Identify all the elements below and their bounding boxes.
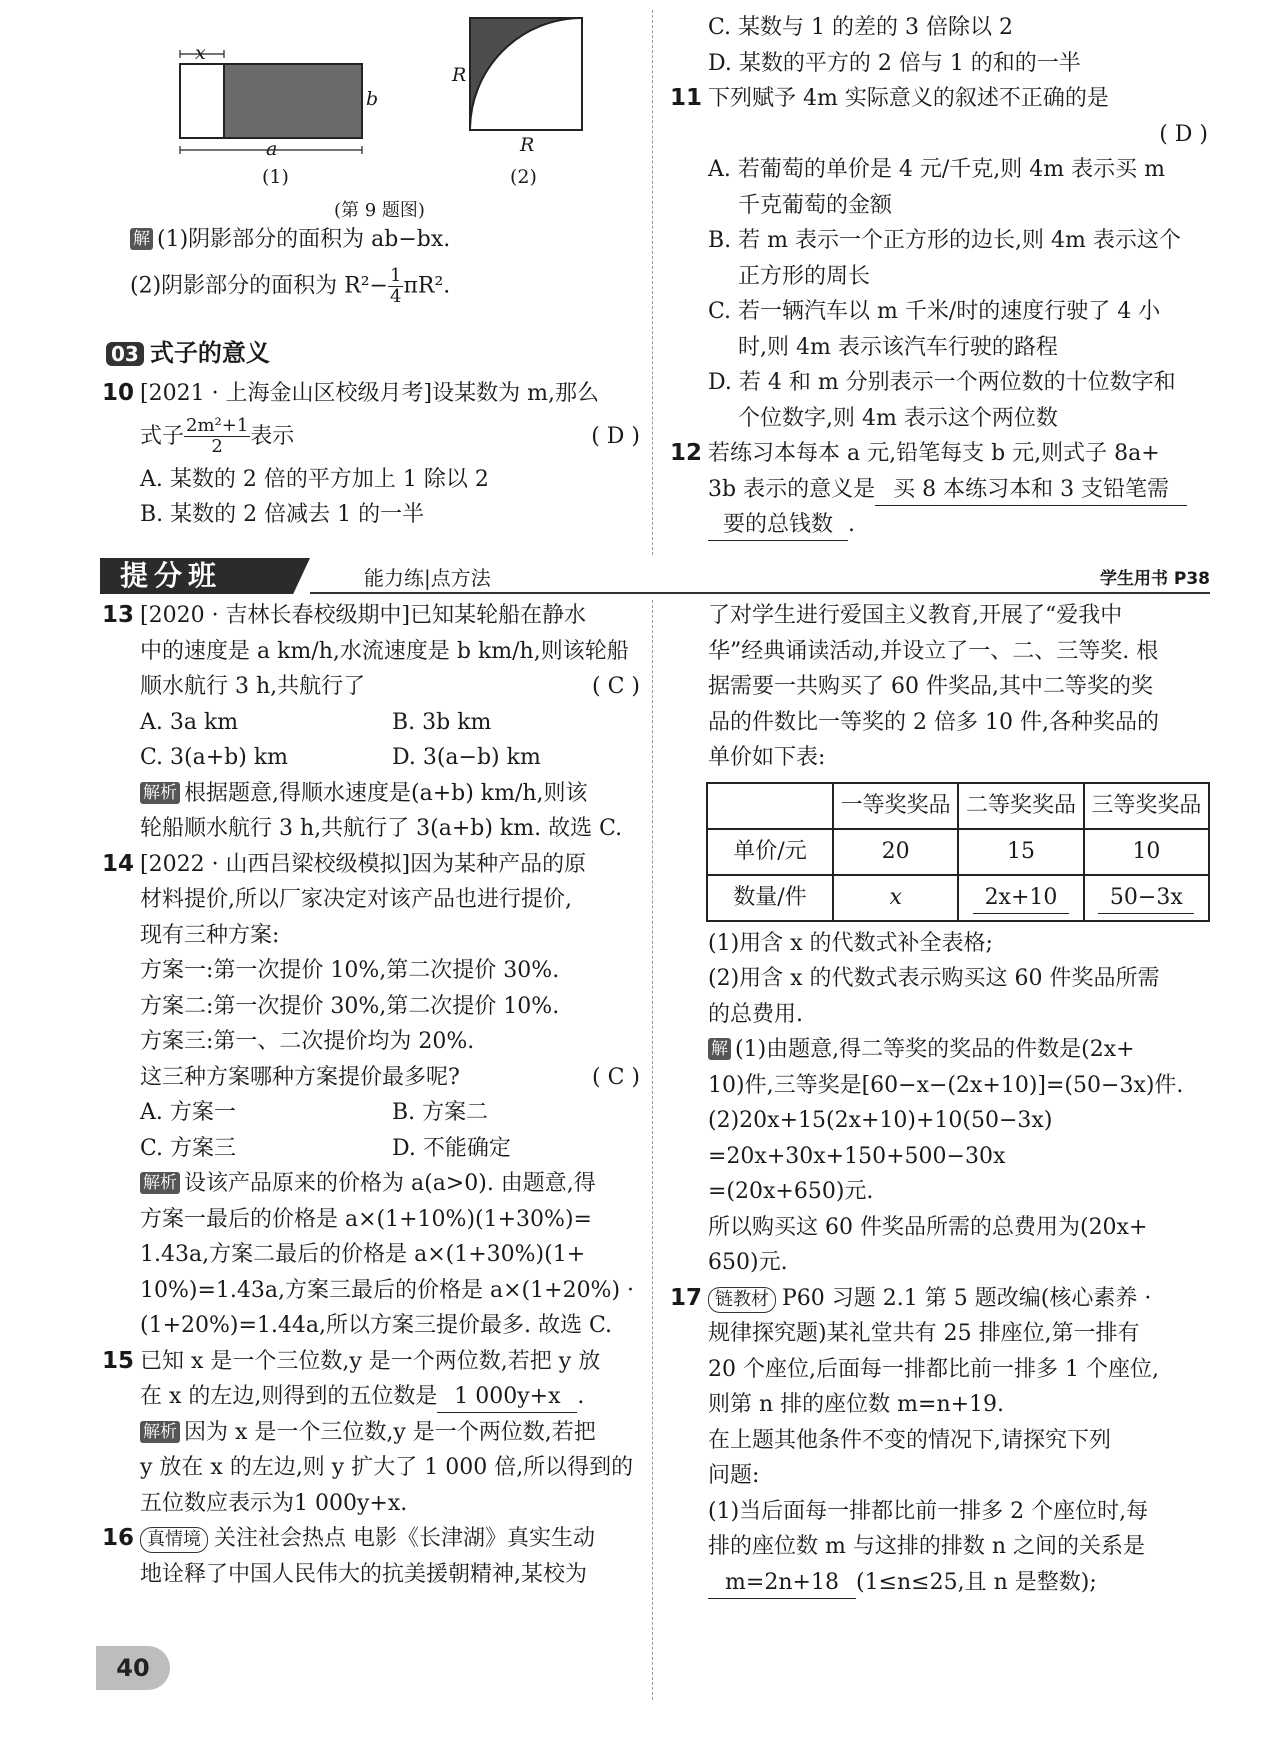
q10-post: 表示 (250, 423, 295, 449)
q16-stem4: 华”经典诵读活动,并设立了一、二、三等奖. 根 (708, 638, 1159, 664)
q17-stem4: 则第 n 排的座位数 m=n+19. (708, 1392, 1005, 1417)
q16-context-tag: 真情境 (140, 1527, 208, 1553)
q13-stem2: 中的速度是 a km/h,水流速度是 b km/h,则该轮船 (140, 638, 629, 664)
q11-number: 11 (670, 85, 703, 111)
prize-table (706, 782, 1210, 922)
q13-option-a: A. 3a km (140, 709, 239, 735)
label-x: x (195, 42, 206, 64)
q14-plan2: 方案二:第一次提价 30%,第二次提价 10%. (140, 993, 560, 1019)
q13-sol-text1: 根据题意,得顺水速度是(a+b) km/h,则该 (184, 780, 588, 806)
q9-sol-line2 (100, 266, 640, 307)
q14-sol-text4: 10%)=1.43a,方案三最后的价格是 a×(1+20%) · (140, 1277, 635, 1303)
q12-answer-blank-cont: 要的总钱数 (708, 510, 848, 541)
q14-number: 14 (102, 850, 135, 877)
q17-stem1: P60 习题 2.1 第 5 题改编(核心素养 · (782, 1285, 1152, 1311)
q15-sol-text1: 因为 x 是一个三位数,y 是一个两位数,若把 (184, 1419, 596, 1445)
q14-option-c: C. 方案三 (140, 1135, 237, 1161)
section-title: 式子的意义 (149, 339, 270, 367)
q16-line1 (102, 1521, 640, 1557)
q17-stem8: 排的座位数 m 与这排的排数 n 之间的关系是 (708, 1534, 1146, 1559)
right-bottom-column (670, 598, 1208, 1600)
solution-tag: 解 (130, 228, 153, 250)
left-bottom-column (102, 598, 640, 1592)
q16-stem2: 地诠释了中国人民伟大的抗美援朝精神,某校为 (140, 1561, 587, 1587)
q17-stem2: 规律探究题)某礼堂共有 25 排座位,第一排有 (708, 1321, 1140, 1346)
q16-sol1 (708, 1032, 1208, 1068)
q14-line1 (102, 847, 640, 883)
table-header-third: 三等奖奖品 (1084, 783, 1209, 829)
table-header-blank (707, 783, 833, 829)
q14-sol-text3: 1.43a,方案二最后的价格是 a×(1+30%)(1+ (140, 1242, 586, 1267)
band-rule (310, 592, 1210, 594)
question-10 (102, 376, 640, 533)
q12-line1 (670, 436, 1208, 472)
q17-answer-blank: m=2n+18 (708, 1568, 856, 1599)
section-band (100, 558, 1210, 594)
q13-sol1 (140, 776, 640, 812)
section-badge: 03 (106, 342, 144, 366)
table-cell: 10 (1084, 829, 1209, 875)
q11-option-d-cont: 个位数字,则 4m 表示这个两位数 (738, 405, 1058, 431)
q11-option-a: A. 若葡萄的单价是 4 元/千克,则 4m 表示买 m (708, 157, 1165, 182)
column-divider-bottom (652, 600, 653, 1700)
q16-ask2: (2)用含 x 的代数式表示购买这 60 件奖品所需 (708, 966, 1160, 991)
q14-stem3: 现有三种方案: (140, 922, 280, 948)
q11-answer: ( D ) (1159, 121, 1208, 147)
q15-post: . (577, 1384, 585, 1409)
q14-sol-text2: 方案一最后的价格是 a×(1+10%)(1+30%)= (140, 1206, 592, 1232)
q13-option-c: C. 3(a+b) km (140, 745, 289, 770)
q17-textbook-tag: 链教材 (708, 1287, 776, 1313)
label-b: b (366, 88, 379, 110)
table-header-second: 二等奖奖品 (958, 783, 1083, 829)
q10-answer: ( D ) (591, 423, 640, 449)
q15-number: 15 (102, 1347, 135, 1374)
q14-option-b: B. 方案二 (392, 1100, 489, 1125)
q14-options-cd (140, 1131, 640, 1167)
q13-analysis-tag: 解析 (140, 782, 180, 804)
q16-sol-text3: (2)20x+15(2x+10)+10(50−3x) (708, 1108, 1053, 1133)
q10-stem: [2021 · 上海金山区校级月考]设某数为 m,那么 (140, 381, 599, 406)
q10-line2 (140, 412, 640, 462)
q12-line3 (708, 507, 1208, 543)
band-subtitle: 能力练|点方法 (364, 566, 491, 590)
q17-stem6: 问题: (708, 1463, 760, 1488)
q9-frac-num: 1 (389, 264, 402, 286)
q10-line1 (102, 376, 640, 412)
q15-analysis-tag: 解析 (140, 1421, 180, 1443)
q17-post: (1≤n≤25,且 n 是整数); (856, 1569, 1097, 1595)
q16-ask2-cont: 的总费用. (708, 1001, 803, 1027)
q16-solution-tag: 解 (708, 1038, 731, 1060)
q12-line2 (708, 472, 1208, 508)
q16-stem3: 了对学生进行爱国主义教育,开展了“爱我中 (708, 603, 1123, 628)
section-heading (106, 333, 270, 368)
q13-options-cd (140, 740, 640, 776)
q10-option-a: A. 某数的 2 倍的平方加上 1 除以 2 (140, 466, 489, 492)
q14-sol-text5: (1+20%)=1.44a,所以方案三提价最多. 故选 C. (140, 1313, 613, 1338)
q9-frac-den: 4 (389, 285, 402, 307)
q16-sol-text2: 10)件,三等奖是[60−x−(2x+10)]=(50−3x)件. (708, 1072, 1184, 1098)
q15-answer-blank: 1 000y+x (437, 1382, 577, 1413)
figure-sub-2: (2) (510, 166, 537, 188)
q12-number: 12 (670, 440, 703, 466)
q15-sol-text2: y 放在 x 的左边,则 y 扩大了 1 000 倍,所以得到的 (140, 1455, 634, 1480)
table-row-label-quantity: 数量/件 (707, 875, 833, 921)
q16-sol-text4: =20x+30x+150+500−30x (708, 1143, 1006, 1169)
q10-pre: 式子 (140, 423, 185, 449)
q9-sol-text1: (1)阴影部分的面积为 ab−bx. (157, 227, 451, 252)
q9-sol-line1 (100, 222, 640, 258)
table-cell: 20 (833, 829, 958, 875)
page-number: 40 (96, 1646, 170, 1690)
q17-stem7: (1)当后面每一排都比前一排多 2 个座位时,每 (708, 1498, 1149, 1524)
q13-line1 (102, 598, 640, 634)
q17-line1 (670, 1281, 1208, 1317)
q14-options-ab (140, 1095, 640, 1131)
q14-ask (140, 1060, 640, 1096)
q14-plan3: 方案三:第一、二次提价均为 20%. (140, 1029, 475, 1054)
table-row (707, 829, 1209, 875)
q10-option-d: D. 某数的平方的 2 倍与 1 的和的一半 (708, 50, 1081, 76)
q12-pre: 3b 表示的意义是 (708, 476, 876, 502)
q11-option-c: C. 若一辆汽车以 m 千米/时的速度行驶了 4 小 (708, 299, 1161, 324)
table-cell-blank (1084, 875, 1209, 921)
q16-sol-text6: 所以购买这 60 件奖品所需的总费用为(20x+ (708, 1214, 1148, 1240)
q13-option-d: D. 3(a−b) km (392, 745, 541, 770)
q13-answer: ( C ) (592, 674, 640, 699)
q16-number: 16 (102, 1525, 135, 1551)
table-row-label-price: 单价/元 (707, 829, 833, 875)
q10-option-b: B. 某数的 2 倍减去 1 的一半 (140, 502, 425, 527)
table-header-row (707, 783, 1209, 829)
q14-option-d: D. 不能确定 (392, 1135, 511, 1161)
q15-line2 (140, 1379, 640, 1415)
q12-stem: 若练习本每本 a 元,铅笔每支 b 元,则式子 8a+ (708, 441, 1160, 466)
q17-stem5: 在上题其他条件不变的情况下,请探究下列 (708, 1427, 1111, 1453)
table-header-first: 一等奖奖品 (833, 783, 958, 829)
q11-line1 (670, 81, 1208, 117)
q11-option-b: B. 若 m 表示一个正方形的边长,则 4m 表示这个 (708, 228, 1181, 253)
q13-stem1: [2020 · 吉林长春校级期中]已知某轮船在静水 (140, 603, 587, 628)
q14-question: 这三种方案哪种方案提价最多呢? (140, 1064, 460, 1090)
q16-sol-text1: (1)由题意,得二等奖的奖品的件数是(2x+ (735, 1037, 1135, 1062)
q14-stem1: [2022 · 山西吕梁校级模拟]因为某种产品的原 (140, 851, 587, 877)
q11-option-a-cont: 千克葡萄的金额 (738, 192, 893, 218)
q16-sol-text5: =(20x+650)元. (708, 1179, 874, 1204)
q16-stem6: 品的件数比一等奖的 2 倍多 10 件,各种奖品的 (708, 709, 1159, 735)
q14-answer: ( C ) (592, 1064, 640, 1090)
figure-caption: (第 9 题图) (334, 200, 425, 221)
q14-stem2: 材料提价,所以厂家决定对该产品也进行提价, (140, 887, 572, 912)
table-cell: 15 (958, 829, 1083, 875)
q16-sol-text7: 650)元. (708, 1250, 788, 1275)
q15-pre: 在 x 的左边,则得到的五位数是 (140, 1384, 438, 1409)
q9-sol-pre: (2)阴影部分的面积为 R²− (130, 273, 388, 298)
q11-option-d: D. 若 4 和 m 分别表示一个两位数的十位数字和 (708, 370, 1176, 395)
q17-stem3: 20 个座位,后面每一排都比前一排多 1 个座位, (708, 1356, 1159, 1382)
table-row (707, 875, 1209, 921)
q13-line3 (140, 669, 640, 705)
q10-frac-num: 2m²+1 (186, 415, 249, 436)
label-a: a (266, 138, 278, 160)
q16-ask1: (1)用含 x 的代数式补全表格; (708, 930, 993, 956)
q13-options-ab (140, 705, 640, 741)
q9-fraction (388, 266, 403, 307)
band-reference: 学生用书 P38 (1099, 569, 1210, 589)
figure-sub-1: (1) (262, 166, 289, 188)
q9-solution (100, 222, 640, 307)
q15-sol1 (140, 1415, 640, 1451)
q14-analysis-tag: 解析 (140, 1172, 180, 1194)
label-r-bottom: R (520, 134, 535, 156)
q13-number: 13 (102, 602, 135, 628)
q10-option-c: C. 某数与 1 的差的 3 倍除以 2 (708, 15, 1013, 40)
q16-stem1: 关注社会热点 电影《长津湖》真实生动 (214, 1526, 595, 1551)
q14-sol1 (140, 1166, 640, 1202)
q13-sol-text2: 轮船顺水航行 3 h,共航行了 3(a+b) km. 故选 C. (140, 816, 623, 841)
q11-stem: 下列赋予 4m 实际意义的叙述不正确的是 (708, 86, 1109, 111)
q11-option-c-cont: 时,则 4m 表示该汽车行驶的路程 (738, 334, 1058, 360)
q11-option-b-cont: 正方形的周长 (738, 263, 871, 289)
table-cell: x (833, 875, 958, 921)
q14-plan1: 方案一:第一次提价 10%,第二次提价 30%. (140, 958, 560, 983)
q17-number: 17 (670, 1284, 703, 1311)
q15-stem1: 已知 x 是一个三位数,y 是一个两位数,若把 y 放 (140, 1348, 601, 1374)
right-top-column (670, 10, 1208, 543)
band-title: 提分班 (120, 559, 223, 592)
q9-sol-post: πR². (403, 273, 451, 298)
q12-answer-blank: 买 8 本练习本和 3 支铅笔需 (875, 475, 1187, 506)
q13-stem3: 顺水航行 3 h,共航行了 (140, 674, 366, 699)
q14-sol-text1: 设该产品原来的价格为 a(a>0). 由题意,得 (184, 1171, 596, 1196)
q16-stem5: 据需要一共购买了 60 件奖品,其中二等奖的奖 (708, 674, 1153, 699)
q16-stem7: 单价如下表: (708, 745, 826, 770)
table-cell-blank (958, 875, 1083, 921)
q14-option-a: A. 方案一 (140, 1100, 236, 1125)
q12-post: . (848, 512, 855, 537)
figure-9 (170, 10, 590, 221)
table-answer-third: 50−3x (1098, 883, 1194, 914)
column-divider-top (652, 10, 653, 555)
q10-fraction (184, 416, 250, 457)
label-r-left: R (452, 64, 467, 86)
q15-line1 (102, 1344, 640, 1380)
q13-option-b: B. 3b km (392, 709, 492, 735)
table-answer-second: 2x+10 (973, 883, 1069, 914)
q10-frac-den: 2 (211, 436, 223, 457)
q15-sol-text3: 五位数应表示为1 000y+x. (140, 1490, 408, 1516)
q17-line9 (708, 1565, 1208, 1601)
q10-number: 10 (102, 380, 135, 406)
